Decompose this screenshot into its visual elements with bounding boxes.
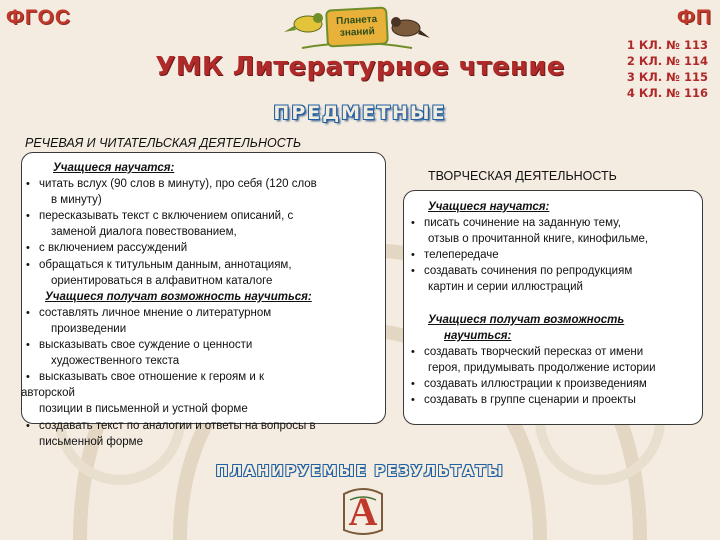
opportunity-heading: Учащиеся получат возможность научиться: — [45, 290, 312, 303]
learn-list — [406, 215, 702, 295]
grade-item: 3 КЛ. № 115 — [626, 70, 708, 84]
item-text: высказывать свое отношение к героям и к — [39, 371, 264, 384]
item-text: создавать сочинения по репродукциям — [424, 265, 633, 278]
item-text: ориентироваться в алфавитном каталоге — [51, 274, 273, 287]
item-text: телепередаче — [424, 249, 499, 262]
list-item — [21, 305, 391, 337]
logo-line-1: Планета — [335, 13, 378, 28]
item-text: создавать творческий пересказ от имени — [424, 345, 644, 358]
page-subtitle: ПРЕДМЕТНЫЕ — [273, 102, 447, 124]
item-text: картин и серии иллюстраций — [428, 281, 583, 294]
list-item — [21, 257, 391, 289]
right-content — [406, 199, 702, 408]
opportunity-list — [406, 344, 702, 408]
left-section-heading: РЕЧЕВАЯ И ЧИТАТЕЛЬСКАЯ ДЕЯТЕЛЬНОСТЬ — [25, 136, 302, 150]
footer-title: ПЛАНИРУЕМЫЕ РЕЗУЛЬТАТЫ — [215, 462, 505, 480]
item-text: читать вслух (90 слов в минуту), про себя (120 слов — [39, 178, 317, 191]
emblem — [340, 486, 386, 536]
list-item — [406, 392, 702, 408]
list-item — [406, 215, 702, 247]
learn-heading: Учащиеся научатся: — [53, 162, 175, 174]
item-text: письменной форме — [39, 435, 143, 448]
item-text: пересказывать текст с включением описаний, с — [39, 210, 294, 223]
left-content — [21, 160, 391, 450]
fgos-label: ФГОС — [6, 6, 72, 29]
list-item — [21, 418, 391, 450]
item-text: создавать в группе сценарии и проекты — [424, 394, 636, 407]
list-item — [406, 263, 702, 295]
item-text: составлять личное мнение о литературном — [39, 306, 272, 319]
logo-line-2: знаний — [339, 26, 376, 39]
list-item — [21, 176, 391, 208]
opportunity-heading: Учащиеся получат возможность — [428, 313, 625, 326]
list-item — [21, 369, 391, 417]
item-text: авторской — [21, 387, 75, 400]
grade-item: 2 КЛ. № 114 — [626, 54, 708, 68]
list-item — [406, 344, 702, 376]
item-text: обращаться к титульным данным, аннотациям, — [39, 258, 292, 271]
item-text: с включением рассуждений — [39, 242, 188, 255]
opportunity-heading-cont: научиться: — [444, 329, 512, 342]
emblem-letter: А — [348, 489, 378, 534]
fp-label: ФП — [676, 6, 712, 29]
list-item — [406, 376, 702, 392]
item-text: создавать иллюстрации к произведениям — [424, 378, 647, 391]
learn-list — [21, 176, 391, 289]
item-text: в минуту) — [51, 194, 102, 207]
list-item — [21, 240, 391, 256]
logo-badge — [325, 6, 389, 47]
list-item — [21, 337, 391, 369]
grade-item: 1 КЛ. № 113 — [626, 38, 708, 52]
item-text: создавать текст по аналогии и ответы на вопросы в — [39, 419, 316, 432]
item-text: высказывать свое суждение о ценности — [39, 339, 253, 352]
spacer — [406, 296, 702, 312]
page-title: УМК Литературное чтение — [155, 52, 565, 82]
opportunity-list — [21, 305, 391, 450]
publisher-logo — [282, 2, 432, 52]
list-item — [406, 247, 702, 263]
grade-item: 4 КЛ. № 116 — [626, 86, 708, 100]
item-text: героя, придумывать продолжение истории — [428, 361, 656, 374]
item-text: заменой диалога повествованием, — [51, 226, 237, 239]
item-text: позиции в письменной и устной форме — [39, 403, 248, 416]
list-item — [21, 208, 391, 240]
learn-heading: Учащиеся научатся: — [428, 201, 550, 213]
item-text: отзыв о прочитанной книге, кинофильме, — [428, 233, 649, 246]
right-section-heading: ТВОРЧЕСКАЯ ДЕЯТЕЛЬНОСТЬ — [428, 169, 617, 183]
item-text: произведении — [51, 322, 127, 335]
item-text: писать сочинение на заданную тему, — [424, 217, 621, 230]
item-text: художественного текста — [51, 355, 180, 368]
